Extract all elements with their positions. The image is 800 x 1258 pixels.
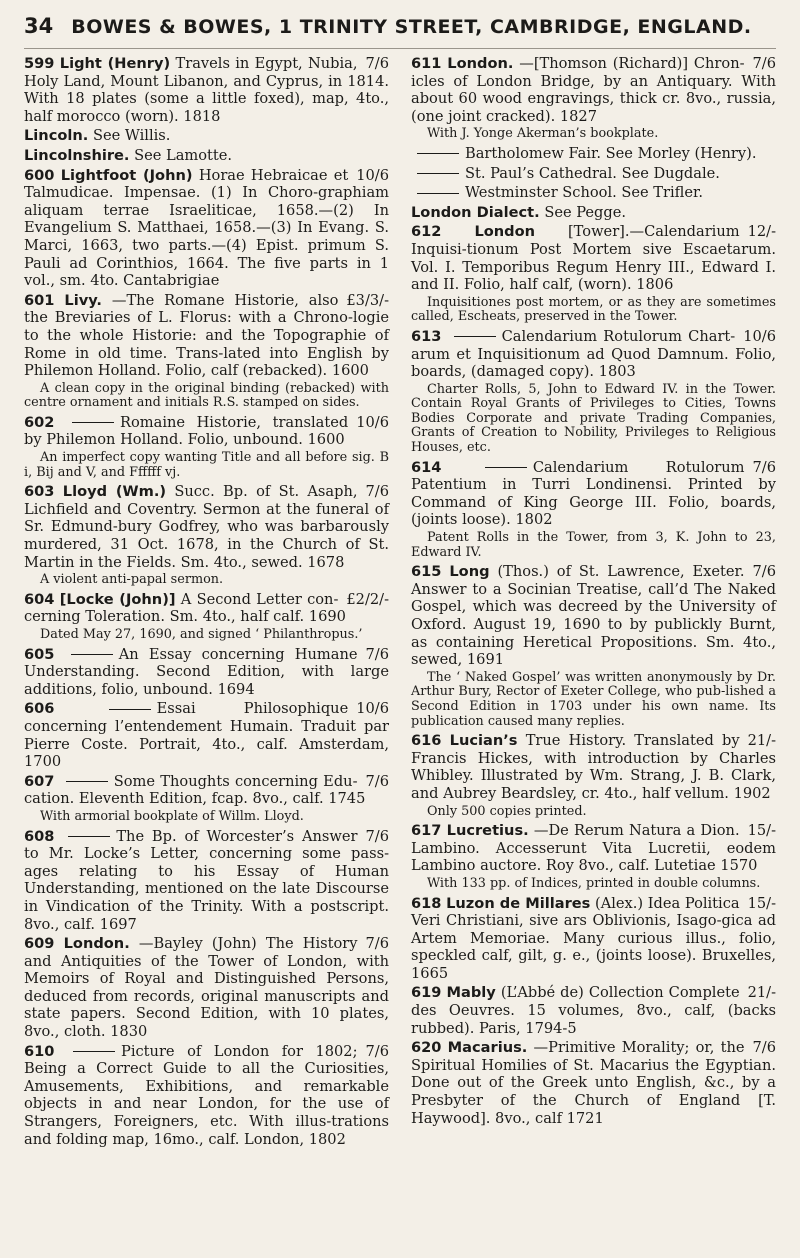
entry-price: 7/6 — [752, 458, 776, 476]
page-header — [24, 14, 776, 49]
entry-text: See Lamotte. — [134, 146, 233, 164]
entry-text: Essai Philosophique concerning l’entendement Humain. Traduit par Pierre Coste. Portrait, 4to., calf. Amsterdam, 1700 — [24, 700, 389, 771]
catalogue-entry — [411, 55, 776, 125]
entry-heading: London. — [447, 55, 514, 72]
entry-price: 10/6 — [356, 413, 389, 431]
entry-text: —[Thomson (Richard)] Chron-icles of London Bridge, by an Antiquary. With about 60 wood engravings, thick cr. 8vo., russia, (one joint cracked). 1827 — [411, 55, 776, 125]
entry-number: 606 — [24, 700, 55, 718]
entry-text: —Primitive Morality; or, the Spiritual Homilies of St. Macarius the Egyptian. Done out of the Greek unto English, &c., by a Presbyter of the Church of England [T. Haywood]. 8vo., calf 1721 — [411, 1039, 776, 1127]
entry-note: Charter Rolls, 5, John to Edward IV. in the Tower. Contain Royal Grants of Privileges to Cities, Towns Bodies Corporate and private Trading Companies, Grants of Creation to Nobility, Privileges to Religious Houses, etc. — [411, 381, 776, 456]
catalogue-entry — [24, 935, 389, 1041]
entry-text: Some Thoughts concerning Edu-cation. Eleventh Edition, fcap. 8vo., calf. 1745 — [24, 772, 366, 808]
entry-text: (Alex.) Idea Politica Veri Christiani, sive ars Oblivionis, Isago-gica ad Artem Memoriae. Many curious illus., folio, speckled calf, gilt, g. e., (joints loose). Bruxelles, 1665 — [411, 894, 776, 982]
entry-number: 600 — [24, 166, 55, 184]
entry-number: 617 — [411, 822, 442, 840]
entry-number: 610 — [24, 1042, 55, 1060]
entry-price: 7/6 — [752, 563, 776, 581]
catalogue-entry — [411, 165, 776, 183]
entry-heading: Lightfoot (John) — [60, 166, 193, 184]
catalogue-entry — [24, 167, 389, 290]
entry-price: 7/6 — [365, 645, 389, 663]
entry-number: 618 — [411, 894, 442, 912]
entry-heading: Luzon de Millares — [446, 894, 591, 912]
catalogue-entry — [24, 55, 389, 125]
catalogue-entry — [411, 984, 776, 1037]
entry-note: Inquisitiones post mortem, or as they are sometimes called, Escheats, preserved in the Tower. — [411, 294, 776, 325]
entry-text: See Willis. — [92, 127, 171, 145]
entry-heading: [Locke (John)] — [59, 590, 176, 608]
entry-note: With J. Yonge Akerman’s bookplate. — [427, 126, 659, 142]
entry-heading: Light (Henry) — [59, 55, 171, 72]
catalogue-entry — [411, 223, 776, 293]
catalogue-entry — [24, 700, 389, 770]
entry-price: 7/6 — [365, 55, 389, 72]
entry-number: 602 — [24, 413, 55, 431]
entry-text: Succ. Bp. of St. Asaph, Lichfield and Coventry. Sermon at the funeral of Sr. Edmund-bury Godfrey, who was barbarously murdered, 31 Oct. 1678, in the Church of St. Martin in the Fields. Sm. 4to., sewed. 1678 — [24, 483, 389, 571]
catalogue-entry — [24, 483, 389, 571]
entry-number: 611 — [411, 55, 442, 72]
entry-heading: Lucian’s — [449, 732, 518, 750]
entry-note: Only 500 copies printed. — [427, 803, 587, 819]
entry-number: 603 — [24, 483, 55, 501]
entry-text: Romaine Historie, translated by Philemon Holland. Folio, unbound. 1600 — [24, 413, 349, 449]
catalogue-entry — [24, 773, 389, 808]
columns — [24, 55, 776, 1150]
entry-number: 607 — [24, 772, 55, 790]
catalogue-entry — [411, 145, 776, 163]
entry-text: [Tower].—Calendarium Inquisi-tionum Post Mortem sive Escaetarum. Vol. I. Temporibus Regum Henry III., Edward I. and II. Folio, half calf, (worn). 1806 — [411, 223, 776, 294]
entry-price: 7/6 — [365, 1042, 389, 1060]
ditto-dash — [109, 709, 151, 710]
entry-heading: London. — [63, 935, 130, 953]
catalogue-entry — [24, 646, 389, 699]
left-column — [24, 55, 389, 1150]
entry-price: 7/6 — [752, 1039, 776, 1057]
entry-price: 10/6 — [356, 166, 389, 184]
entry-price: 21/- — [747, 732, 776, 750]
ditto-dash — [73, 1051, 115, 1052]
entry-text: Bartholomew Fair. See Morley (Henry). — [465, 144, 757, 162]
catalogue-entry — [411, 563, 776, 669]
entry-heading: London — [474, 223, 536, 241]
entry-price: 10/6 — [743, 327, 776, 345]
catalogue-entry — [24, 828, 389, 934]
catalogue-entry — [24, 1043, 389, 1149]
entry-text: Westminster School. See Trifler. — [465, 184, 704, 202]
entry-heading: Livy. — [64, 291, 102, 309]
catalogue-entry — [24, 127, 389, 145]
entry-number: 604 — [24, 590, 55, 608]
entry-number: 612 — [411, 223, 442, 241]
entry-price: 7/6 — [365, 935, 389, 953]
catalogue-entry — [411, 732, 776, 802]
entry-text: Travels in Egypt, Nubia, Holy Land, Mount Libanon, and Cyprus, in 1814. With 18 plates (some a little foxed), map, 4to., half morocco (worn). 1818 — [24, 55, 389, 125]
entry-text: Calendarium Rotulorum Patentium in Turri Londinensi. Printed by Command of King George III. Folio, boards, (joints loose). 1802 — [411, 458, 776, 529]
catalogue-entry — [24, 414, 389, 449]
catalogue-entry — [411, 459, 776, 529]
entry-number: 616 — [411, 732, 442, 750]
ditto-dash — [71, 654, 113, 655]
entry-text: —Bayley (John) The History and Antiquities of the Tower of London, with Memoirs of Royal and Distinguished Persons, deduced from records, original manuscripts and state papers. Second Edition, with 10 plates, 8vo., cloth. 1830 — [24, 935, 389, 1041]
catalogue-entry — [24, 292, 389, 380]
entry-heading: Long — [449, 563, 490, 581]
entry-text: An Essay concerning Humane Understanding. Second Edition, with large additions, folio, unbound. 1694 — [24, 645, 389, 698]
entry-heading: Lucretius. — [446, 822, 529, 840]
ditto-dash — [454, 336, 496, 337]
entry-note: Dated May 27, 1690, and signed ‘ Philanthropus.’ — [40, 627, 363, 642]
page-number: 34 — [24, 14, 54, 38]
entry-note: With armorial bookplate of Willm. Lloyd. — [40, 808, 304, 824]
entry-text: —De Rerum Natura a Dion. Lambino. Accesserunt Vita Lucretii, eodem Lambino auctore. Roy 8vo., calf. Lutetiae 1570 — [411, 822, 776, 875]
entry-number: 601 — [24, 291, 55, 309]
catalogue-entry — [411, 328, 776, 381]
page-title: BOWES & BOWES, 1 TRINITY STREET, CAMBRIDGE, ENGLAND. — [71, 16, 752, 38]
entry-text: See Pegge. — [544, 203, 627, 221]
entry-price: 15/- — [747, 822, 776, 840]
entry-number: 605 — [24, 645, 55, 663]
ditto-dash — [68, 836, 110, 837]
catalogue-entry — [411, 822, 776, 875]
catalogue-entry — [411, 1039, 776, 1127]
entry-note: A violent anti-papal sermon. — [40, 572, 224, 588]
entry-text: A Second Letter con-cerning Toleration. Sm. 4to., half calf. 1690 — [24, 590, 346, 626]
entry-heading: London Dialect. — [411, 203, 540, 221]
right-column — [411, 55, 776, 1150]
entry-number: 613 — [411, 327, 442, 345]
entry-text: Picture of London for 1802; Being a Correct Guide to all the Curiosities, Amusements, Exhibitions, and remarkable objects in and near London, for the use of Strangers, Foreigners, etc. With illus-trations and folding map, 16mo., calf. London, 1802 — [24, 1042, 389, 1148]
entry-text: —The Romane Historie, also the Breviaries of L. Florus: with a Chrono-logie to the whole Historie: and the Topographie of Rome in old time. Trans-lated into English by Philemon Holland. Folio, calf (rebacked). 1600 — [24, 291, 389, 380]
entry-text: Horae Hebraicae et Talmudicae. Impensae. (1) In Choro-graphiam aliquam terrae Israeliticae, 1658.—(2) In Evangelium S. Matthaei, 1658.—(3) In Evang. S. Marci, 1663, two parts.—(4) Epist. primum S. Pauli ad Corinthios, 1664. The five parts in 1 vol., sm. 4to. Cantabrigiae — [24, 166, 389, 290]
entry-price: 7/6 — [365, 827, 389, 845]
catalogue-entry — [24, 591, 389, 626]
entry-heading: Mably — [446, 984, 496, 1002]
entry-price: 12/- — [747, 223, 776, 241]
entry-heading: Lloyd (Wm.) — [62, 483, 167, 501]
entry-note: With 133 pp. of Indices, printed in double columns. — [427, 875, 761, 891]
entry-price: 7/6 — [365, 772, 389, 790]
entry-number: 620 — [411, 1039, 442, 1057]
entry-price: 7/6 — [752, 55, 776, 72]
entry-note: Patent Rolls in the Tower, from 3, K. John to 23, Edward IV. — [411, 530, 776, 560]
ditto-dash — [66, 781, 108, 782]
ditto-dash — [417, 173, 459, 174]
entry-text: The Bp. of Worcester’s Answer to Mr. Locke’s Letter, concerning some pass-ages relating to his Essay of Human Understanding, mentioned on the late Discourse in Vindication of the Trinity. With a postscript. 8vo., calf. 1697 — [24, 827, 389, 933]
entry-text: (Thos.) of St. Lawrence, Exeter. Answer to a Socinian Treatise, call’d The Naked Gospel, which was decreed by the University of Oxford. August 19, 1690 to by publickly Burnt, as containing Heretical Propositions. Sm. 4to., sewed, 1691 — [411, 563, 776, 669]
entry-text: St. Paul’s Cathedral. See Dugdale. — [465, 164, 720, 182]
entry-note: An imperfect copy wanting Title and all before sig. B i, Bij and V, and Ffffff vj. — [24, 450, 389, 480]
entry-text: True History. Translated by Francis Hickes, with introduction by Charles Whibley. Illustrated by Wm. Strang, J. B. Clark, and Aubrey Beardsley, cr. 4to., half vellum. 1902 — [411, 732, 776, 802]
entry-heading: Macarius. — [447, 1039, 528, 1057]
entry-price: 21/- — [747, 984, 776, 1002]
entry-price: £2/2/- — [346, 590, 389, 608]
catalogue-entry — [24, 147, 389, 165]
entry-number: 615 — [411, 563, 442, 581]
entry-heading: Lincoln. — [24, 127, 89, 145]
entry-number: 609 — [24, 935, 55, 953]
catalogue-entry — [411, 184, 776, 202]
entry-number: 599 — [24, 55, 55, 72]
entry-price: 15/- — [747, 894, 776, 912]
catalogue-entry — [411, 204, 776, 222]
ditto-dash — [485, 467, 527, 468]
entry-note: The ‘ Naked Gospel’ was written anonymously by Dr. Arthur Bury, Rector of Exeter College, who pub-lished a Second Edition in 1703 under his own name. Its publication caused many replies. — [411, 669, 776, 729]
entry-note: A clean copy in the original binding (rebacked) with centre ornament and initials R.S. stamped on sides. — [24, 380, 389, 411]
ditto-dash — [417, 153, 459, 154]
entry-number: 619 — [411, 984, 442, 1002]
entry-price: 7/6 — [365, 483, 389, 501]
catalogue-entry — [411, 895, 776, 983]
entry-text: (L’Abbé de) Collection Complete des Oeuvres. 15 volumes, 8vo., calf, (backs rubbed). Paris, 1794-5 — [411, 984, 776, 1037]
entry-price: 10/6 — [356, 700, 389, 718]
entry-price: £3/3/- — [346, 291, 389, 309]
entry-number: 608 — [24, 827, 55, 845]
entry-heading: Lincolnshire. — [24, 146, 130, 164]
ditto-dash — [417, 193, 459, 194]
entry-text: Calendarium Rotulorum Chart-arum et Inquisitionum ad Quod Damnum. Folio, boards, (damaged copy). 1803 — [411, 327, 776, 381]
ditto-dash — [72, 422, 114, 423]
entry-number: 614 — [411, 458, 442, 476]
